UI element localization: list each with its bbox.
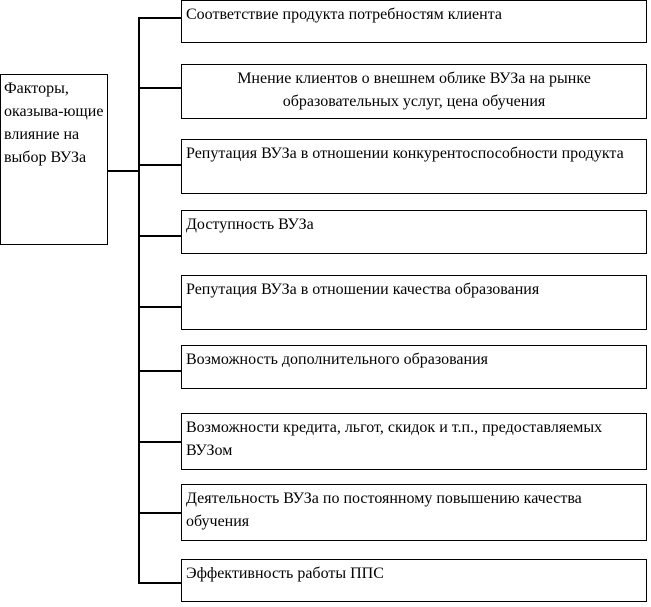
branch-connector-4 bbox=[138, 235, 181, 237]
branch-connector-5 bbox=[138, 306, 181, 308]
factor-node-5 bbox=[181, 275, 647, 330]
branch-connector-9 bbox=[138, 582, 181, 584]
factor-node-4 bbox=[181, 210, 647, 254]
factor-node-8 bbox=[181, 484, 647, 541]
trunk-line bbox=[138, 17, 140, 583]
root-node-label: Факторы, оказыва-ющие влияние на выбор ВУЗа bbox=[4, 80, 104, 166]
factor-label: Возможности кредита, льгот, скидок и т.п., предоставляемых ВУЗом bbox=[186, 419, 603, 459]
factor-node-6 bbox=[181, 345, 647, 389]
factor-label: Мнение клиентов о внешнем облике ВУЗа на рынке образовательных услуг, цена обучения bbox=[237, 70, 591, 110]
factor-node-1 bbox=[181, 0, 647, 43]
factor-label: Доступность ВУЗа bbox=[186, 216, 314, 233]
factor-label: Деятельность ВУЗа по постоянному повышению качества обучения bbox=[186, 490, 582, 530]
factor-label: Эффективность работы ППС bbox=[186, 565, 384, 582]
factor-node-9 bbox=[181, 559, 647, 602]
factor-label: Соответствие продукта потребностям клиента bbox=[186, 6, 502, 23]
factor-node-7 bbox=[181, 413, 647, 470]
branch-connector-3 bbox=[138, 164, 181, 166]
branch-connector-6 bbox=[138, 370, 181, 372]
factor-node-3 bbox=[181, 139, 647, 194]
factor-label: Возможность дополнительного образования bbox=[186, 351, 488, 368]
branch-connector-7 bbox=[138, 441, 181, 443]
root-connector bbox=[108, 170, 139, 172]
factor-label: Репутация ВУЗа в отношении конкурентоспособности продукта bbox=[186, 145, 624, 162]
root-node bbox=[0, 74, 108, 245]
branch-connector-1 bbox=[138, 17, 181, 19]
branch-connector-2 bbox=[138, 87, 181, 89]
branch-connector-8 bbox=[138, 512, 181, 514]
factor-label: Репутация ВУЗа в отношении качества образования bbox=[186, 281, 540, 298]
factor-node-2 bbox=[181, 64, 647, 119]
